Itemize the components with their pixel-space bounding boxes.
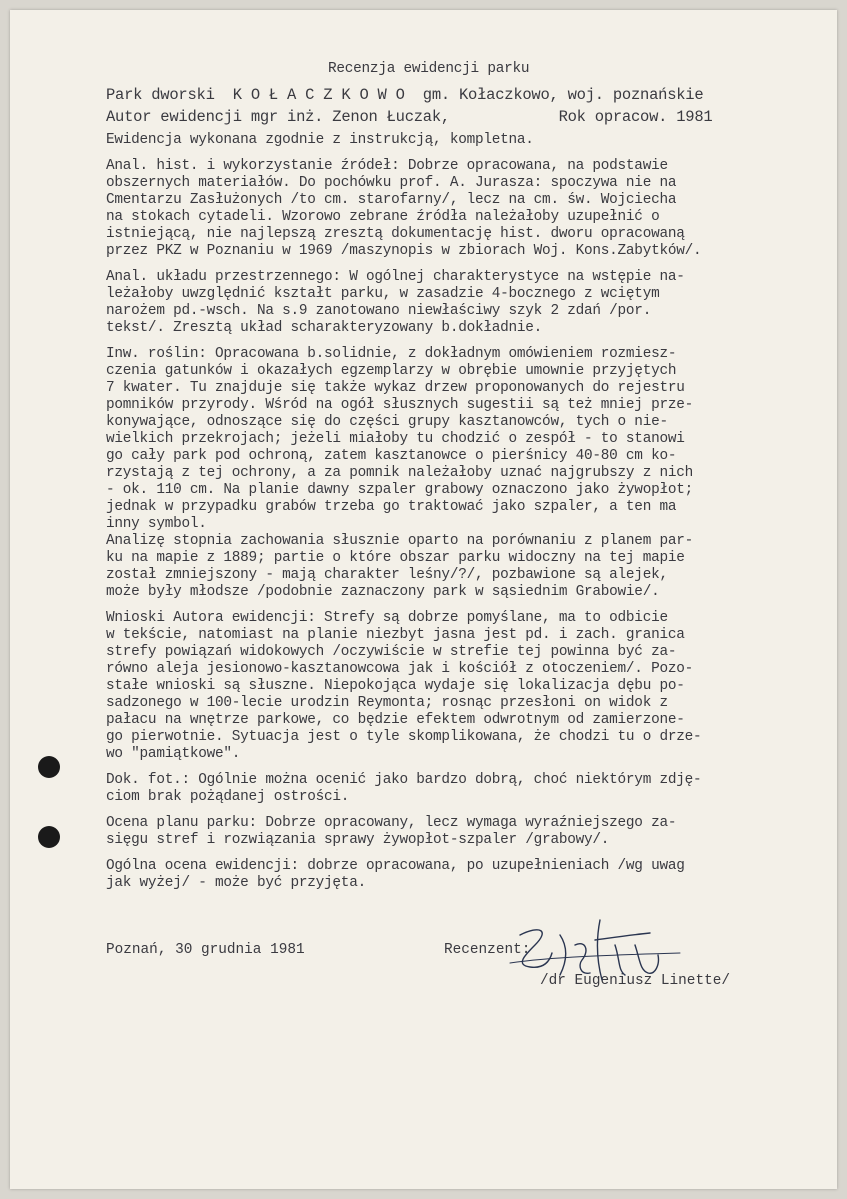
- review-paragraphs: [106, 132, 826, 892]
- text-line: tekst/. Zresztą układ scharakteryzowany b.dokładnie.: [106, 320, 543, 336]
- text-line: sadzonego w 100-lecie urodzin Reymonta; rosnąc przesłoni on widok z: [106, 695, 668, 711]
- document-page: [10, 10, 837, 1189]
- text-line: leżałoby uwzględnić kształt parku, w zasadzie 4-bocznego z wciętym: [106, 286, 660, 302]
- text-line: przez PKZ w Poznaniu w 1969 /maszynopis w zbiorach Woj. Kons.Zabytków/.: [106, 243, 702, 259]
- text-line: go cały park pod ochroną, zatem kasztanowce o pierśnicy 40-80 cm ko-: [106, 448, 677, 464]
- text-line: Inw. roślin: Opracowana b.solidnie, z dokładnym omówieniem rozmiesz-: [106, 346, 677, 362]
- text-line: obszernych materiałów. Do pochówku prof. A. Jurasza: spoczywa nie na: [106, 175, 677, 191]
- text-line: go pierwotnie. Sytuacja jest o tyle skomplikowana, że chodzi tu o drze-: [106, 729, 702, 745]
- text-line: Ewidencja wykonana zgodnie z instrukcją, kompletna.: [106, 132, 534, 148]
- text-line: na stokach cytadeli. Wzorowo zebrane źródła należałoby uzupełnić o: [106, 209, 660, 225]
- document-title: Recenzja ewidencji parku: [328, 61, 530, 77]
- paragraph: [106, 610, 826, 763]
- document-body: [106, 58, 826, 892]
- text-line: Anal. hist. i wykorzystanie źródeł: Dobrze opracowana, na podstawie: [106, 158, 668, 174]
- text-line: wo "pamiątkowe".: [106, 746, 241, 762]
- text-line: pomników przyrody. Wśród na ogół słusznych sugestii są też mniej prze-: [106, 397, 694, 413]
- text-line: Cmentarzu Zasłużonych /to cm. starofarny/, lecz na cm. św. Wojciecha: [106, 192, 677, 208]
- text-line: konywające, odnoszące się do części grupy kasztanowców, tych o nie-: [106, 414, 668, 430]
- text-line: równo aleja jesionowo-kasztanowcowa jak i kościół z otoczeniem/. Pozo-: [106, 661, 694, 677]
- paragraph: [106, 815, 826, 849]
- text-line: rzystają z tej ochrony, a za pomnik należałoby uznać najgrubszy z nich: [106, 465, 694, 481]
- header-park-line: Park dworski K O Ł A C Z K O W O gm. Kołaczkowo, woj. poznańskie: [106, 86, 704, 104]
- paragraph: [106, 269, 826, 337]
- text-line: pałacu na wnętrze parkowe, co będzie efektem odwrotnym od zamierzone-: [106, 712, 685, 728]
- text-line: został zmniejszony - mają charakter leśny/?/, pozbawione są alejek,: [106, 567, 668, 583]
- text-line: strefy powiązań widokowych /oczywiście w strefie tej powinna być za-: [106, 644, 677, 660]
- text-line: Ogólna ocena ewidencji: dobrze opracowana, po uzupełnieniach /wg uwag: [106, 858, 685, 874]
- paragraph: [106, 346, 826, 601]
- paragraph: [106, 858, 826, 892]
- text-line: ciom brak pożądanej ostrości.: [106, 789, 350, 805]
- punch-hole: [38, 826, 60, 848]
- paragraph: [106, 772, 826, 806]
- reviewer-label: Recenzent:: [444, 942, 531, 958]
- text-line: stałe wnioski są słuszne. Niepokojąca wydaje się lokalizacja dębu po-: [106, 678, 685, 694]
- place-and-date: Poznań, 30 grudnia 1981: [106, 942, 305, 958]
- punch-hole: [38, 756, 60, 778]
- text-line: Anal. układu przestrzennego: W ogólnej charakterystyce na wstępie na-: [106, 269, 685, 285]
- text-line: Analizę stopnia zachowania słusznie oparto na porównaniu z planem par-: [106, 533, 694, 549]
- text-line: Dok. fot.: Ogólnie można ocenić jako bardzo dobrą, choć niektórym zdję-: [106, 772, 702, 788]
- header-author-line: Autor ewidencji mgr inż. Zenon Łuczak, Rok opracow. 1981: [106, 108, 713, 126]
- document-footer: [106, 942, 806, 1012]
- text-line: ku na mapie z 1889; partie o które obszar parku widoczny na tej mapie: [106, 550, 685, 566]
- text-line: - ok. 110 cm. Na planie dawny szpaler grabowy oznaczono jako żywopłot;: [106, 482, 694, 498]
- text-line: sięgu stref i rozwiązania sprawy żywopłot-szpaler /grabowy/.: [106, 832, 610, 848]
- text-line: narożem pd.-wsch. Na s.9 zanotowano niewłaściwy szyk 2 zdań /por.: [106, 303, 652, 319]
- text-line: jednak w przypadku grabów trzeba go traktować jako szpaler, a ten ma: [106, 499, 677, 515]
- text-line: istniejącą, nie najlepszą zresztą dokumentację hist. dworu opracowaną: [106, 226, 685, 242]
- text-line: jak wyżej/ - może być przyjęta.: [106, 875, 366, 891]
- text-line: 7 kwater. Tu znajduje się także wykaz drzew proponowanych do rejestru: [106, 380, 685, 396]
- text-line: Ocena planu parku: Dobrze opracowany, lecz wymaga wyraźniejszego za-: [106, 815, 677, 831]
- text-line: w tekście, natomiast na planie niezbyt jasna jest pd. i zach. granica: [106, 627, 685, 643]
- reviewer-name: /dr Eugeniusz Linette/: [540, 973, 730, 989]
- text-line: Wnioski Autora ewidencji: Strefy są dobrze pomyślane, ma to odbicie: [106, 610, 668, 626]
- text-line: inny symbol.: [106, 516, 207, 532]
- paragraph: [106, 132, 826, 149]
- text-line: czenia gatunków i okazałych egzemplarzy w obrębie umownie przyjętych: [106, 363, 677, 379]
- paragraph: [106, 158, 826, 260]
- handwritten-signature: [490, 905, 690, 995]
- text-line: wielkich przekrojach; jeżeli miałoby tu chodzić o zespół - to stanowi: [106, 431, 685, 447]
- text-line: może były młodsze /podobnie zaznaczony park w sąsiednim Grabowie/.: [106, 584, 660, 600]
